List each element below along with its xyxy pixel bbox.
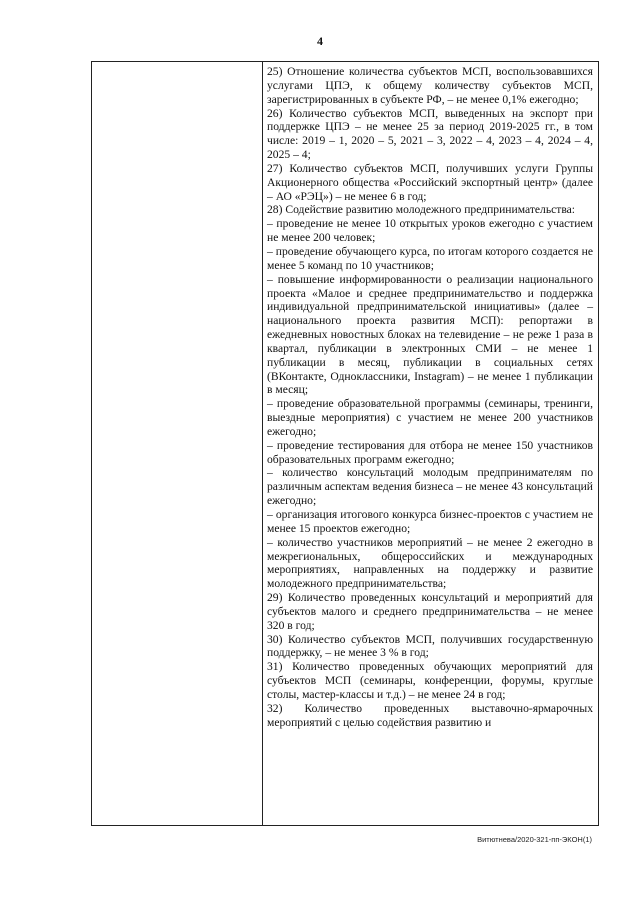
list-item-testing: – проведение тестирования для отбора не менее 150 участников образовательных программ ежегодно; bbox=[267, 438, 593, 466]
list-item-training-course: – проведение обучающего курса, по итогам которого создается не менее 5 команд по 10 участников; bbox=[267, 244, 593, 272]
paragraph-31: 31) Количество проведенных обучающих мероприятий для субъектов МСП (семинары, конференции, форумы, круглые столы, мастер-классы и т.д.) – не менее 24 в год; bbox=[267, 660, 593, 701]
list-item-awareness: – повышение информированности о реализации национального проекта «Малое и среднее предпринимательство и поддержка индивидуальной предпринимательской инициативы» (далее – национального проекта развития МСП): репортажи в ежедневных новостных блоках на телевидение – не реже 1 раза в квартал, публикации в электронных СМИ – не менее 1 публикации в месяц, публикации в социальных сетях (ВКонтакте, Одноклассники, Instagram) – не менее 1 публикации в месяц; bbox=[267, 272, 593, 397]
list-item-open-lessons: – проведение не менее 10 открытых уроков ежегодно с участием не менее 200 человек; bbox=[267, 217, 593, 245]
paragraph-27: 27) Количество субъектов МСП, получивших услуги Группы Акционерного общества «Российский экспортный центр» (далее – АО «РЭЦ») – не менее 6 в год; bbox=[267, 161, 593, 203]
paragraph-32: 32) Количество проведенных выставочно-ярмарочных мероприятий с целью содействия развитию и bbox=[267, 701, 593, 729]
paragraph-30: 30) Количество субъектов МСП, получивших государственную поддержку, – не менее 3 % в год; bbox=[267, 632, 593, 660]
paragraph-29: 29) Количество проведенных консультаций и мероприятий для субъектов малого и среднего предпринимательства – не менее 320 в год; bbox=[267, 591, 593, 632]
paragraph-28: 28) Содействие развитию молодежного предпринимательства: bbox=[267, 203, 576, 217]
list-item-contest: – организация итогового конкурса бизнес-проектов с участием не менее 15 проектов ежегодно; bbox=[267, 508, 593, 535]
list-item-education-program: – проведение образовательной программы (семинары, тренинги, выездные мероприятия) с участием не менее 200 участников ежегодно; bbox=[267, 397, 593, 438]
document-table bbox=[91, 61, 599, 826]
footer-document-code: Витютнева/2020-321-пп-ЭКОН(1) bbox=[477, 835, 592, 844]
paragraph-25: 25) Отношение количества субъектов МСП, воспользовавшихся услугами ЦПЭ, к общему количеству субъектов МСП, зарегистрированных в субъекте РФ, – не менее 0,1% ежегодно; bbox=[267, 65, 593, 106]
paragraph-26: 26) Количество субъектов МСП, выведенных на экспорт при поддержке ЦПЭ – не менее 25 за период 2019-2025 гг., в том числе: 2019 – 1, 2020 – 5, 2021 – 3, 2022 – 4, 2023 – 4, 2024 – 4, 2025 – 4; bbox=[267, 106, 593, 162]
list-item-consultations: – количество консультаций молодым предпринимателям по различным аспектам ведения бизнеса – не менее 43 консультаций ежегодно; bbox=[267, 466, 593, 508]
table-left-cell bbox=[92, 62, 263, 825]
page-number: 4 bbox=[317, 34, 323, 48]
list-item-event-participants: – количество участников мероприятий – не менее 2 ежегодно в межрегиональных, общероссийских и международных мероприятиях, направленных на поддержку и развитие молодежного предпринимательства; bbox=[267, 535, 593, 591]
table-right-cell bbox=[263, 62, 598, 825]
